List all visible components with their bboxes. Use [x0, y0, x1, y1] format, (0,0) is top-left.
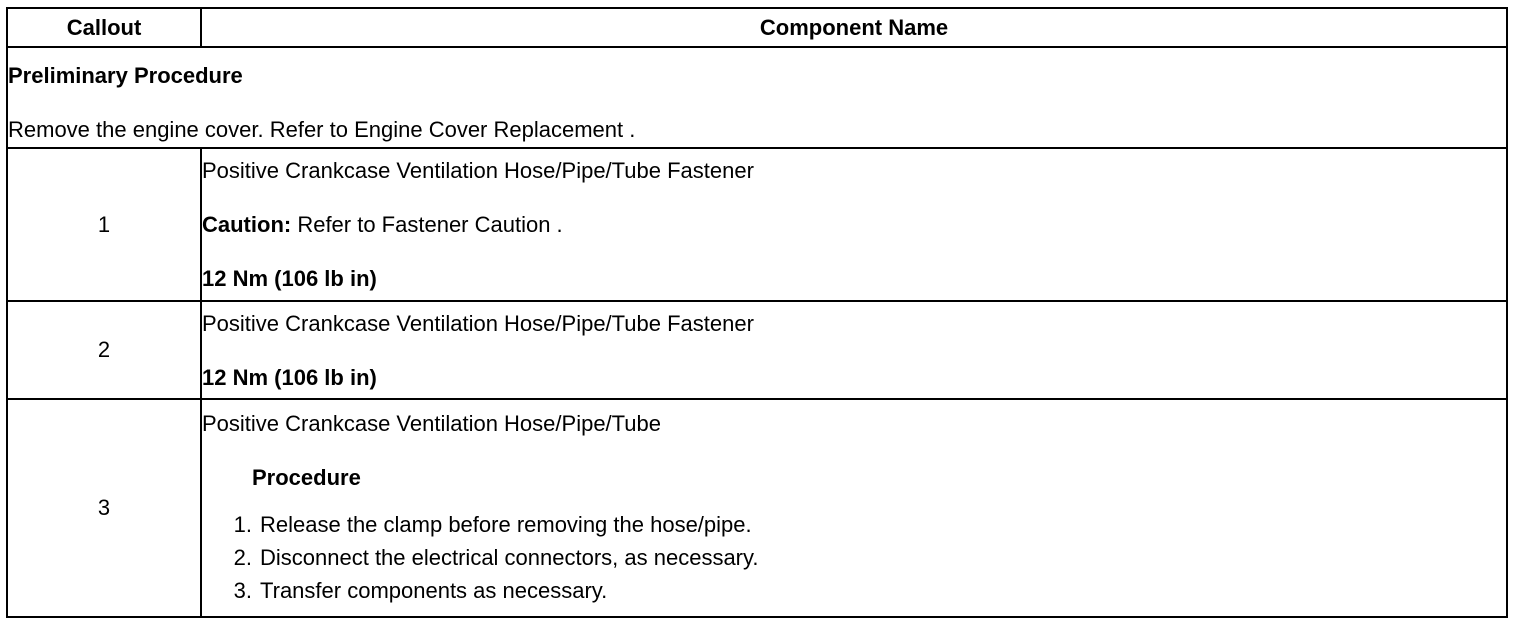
caution-text: Refer to Fastener Caution .	[291, 212, 563, 237]
step-number: 2.	[233, 544, 252, 570]
step-text: Disconnect the electrical connectors, as necessary.	[260, 544, 759, 570]
component-cell	[201, 301, 1507, 399]
preliminary-row	[7, 47, 1507, 148]
callout-number: 2	[7, 301, 201, 399]
step-text: Release the clamp before removing the hose/pipe.	[260, 511, 752, 537]
procedure-step	[202, 574, 1506, 607]
procedure-step	[202, 541, 1506, 574]
table-row	[7, 399, 1507, 617]
header-row	[7, 8, 1507, 47]
torque-spec: 12 Nm (106 lb in)	[202, 266, 377, 291]
callout-number: 1	[7, 148, 201, 301]
component-name-column-header: Component Name	[201, 8, 1507, 47]
procedure-step	[202, 508, 1506, 541]
step-text: Transfer components as necessary.	[260, 577, 608, 603]
step-number: 3.	[233, 577, 252, 603]
component-cell	[201, 148, 1507, 301]
component-name: Positive Crankcase Ventilation Hose/Pipe/Tube Fastener	[202, 158, 754, 183]
table-row	[7, 148, 1507, 301]
table-row	[7, 301, 1507, 399]
callout-number: 3	[7, 399, 201, 617]
preliminary-title: Preliminary Procedure	[8, 63, 243, 88]
caution-note	[202, 211, 1506, 238]
torque-spec: 12 Nm (106 lb in)	[202, 364, 377, 390]
callout-column-header: Callout	[7, 8, 201, 47]
component-cell	[201, 399, 1507, 617]
procedure-heading: Procedure	[252, 464, 361, 490]
caution-label: Caution:	[202, 212, 292, 237]
component-name: Positive Crankcase Ventilation Hose/Pipe/Tube	[202, 410, 661, 436]
preliminary-text: Remove the engine cover. Refer to Engine Cover Replacement .	[8, 117, 636, 142]
component-table	[6, 7, 1508, 618]
component-name: Positive Crankcase Ventilation Hose/Pipe/Tube Fastener	[202, 310, 754, 336]
preliminary-cell	[7, 47, 1507, 148]
step-number: 1.	[233, 511, 252, 537]
